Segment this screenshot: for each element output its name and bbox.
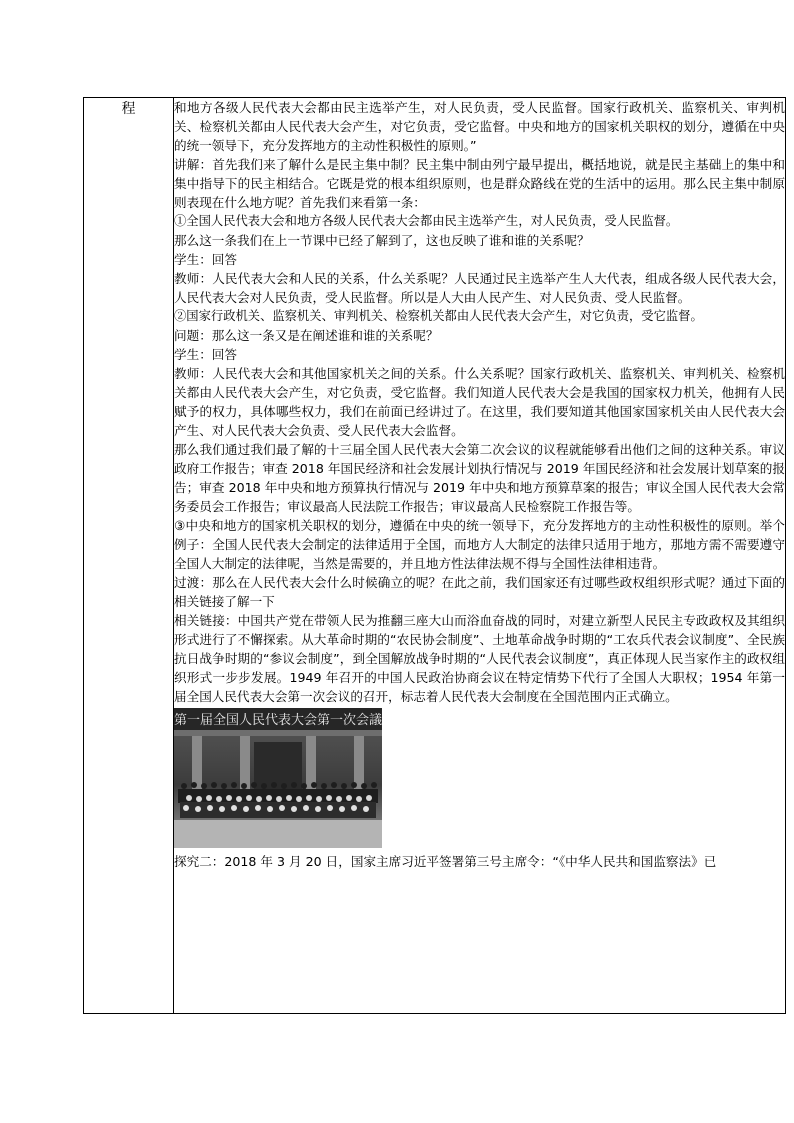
paragraph-inquiry-2: 探究二：2018 年 3 月 20 日，国家主席习近平签署第三号主席令：“《中华人民共和国监察法》已 [174, 854, 717, 869]
paragraph-intro: 和地方各级人民代表大会都由民主选举产生，对人民负责，受人民监督。国家行政机关、监察机关、审判机关、检察机关都由人民代表大会产生，对它负责，受它监督。中央和地方的国家机关职权的划分，遵循在中央的统一领导下，充分发挥地方的主动性积极性的原则。” [174, 100, 785, 153]
paragraph-teacher-1: 教师：人民代表大会和人民的关系，什么关系呢？人民通过民主选举产生人大代表，组成各级人民代表大会，人民代表大会对人民负责，受人民监督。所以是人大由人民产生、对人民负责、受人民监督。 [174, 271, 785, 305]
section-label: 程 [121, 101, 136, 117]
content-cell [174, 98, 786, 1014]
paragraph-explanation: 讲解：首先我们来了解什么是民主集中制？民主集中制由列宁最早提出，概括地说，就是民主基础上的集中和集中指导下的民主相结合。它既是党的根本组织原则，也是群众路线在党的生活中的运用。那么民主集中制原则表现在什么地方呢？首先我们来看第一条： [174, 157, 785, 210]
photo-banner: 第一届全国人民代表大会第一次会議 [174, 713, 382, 728]
paragraph-teacher-2: 教师：人民代表大会和其他国家机关之间的关系。什么关系呢？国家行政机关、监察机关、审判机关、检察机关都由人民代表大会产生，对它负责，受它监督。我们知道人民代表大会是我国的国家权力机关，他拥有人民赋予的权力，具体哪些权力，我们在前面已经讲过了。在这里，我们要知道其他国家国家机关由人民代表大会产生、对人民代表大会负责、受人民代表大会监督。 [174, 366, 785, 438]
paragraph-question-1: 那么这一条我们在上一节课中已经了解到了，这也反映了谁和谁的关系呢？ [174, 233, 590, 248]
paragraph-transition: 过渡：那么在人民代表大会什么时候确立的呢？在此之前，我们国家还有过哪些政权组织形式呢？通过下面的相关链接了解一下 [174, 575, 785, 609]
section-label-cell [84, 98, 174, 1014]
paragraph-point-3: ③中央和地方的国家机关职权的划分，遵循在中央的统一领导下，充分发挥地方的主动性积极性的原则。举个例子：全国人民代表大会制定的法律适用于全国，而地方人大制定的法律只适用于地方，那地方需不需要遵守全国人大制定的法律呢，当然是需要的，并且地方性法律法规不得与全国性法律相违背。 [174, 518, 785, 571]
paragraph-point-1: ①全国人民代表大会和地方各级人民代表大会都由民主选举产生，对人民负责，受人民监督。 [174, 214, 679, 228]
paragraph-related-link: 相关链接：中国共产党在带领人民为推翻三座大山而浴血奋战的同时，对建立新型人民民主专政政权及其组织形式进行了不懈探索。从大革命时期的“农民协会制度”、土地革命战争时期的“工农兵代表会议制度”、全民族抗日战争时期的“参议会制度”，到全国解放战争时期的“人民代表会议制度”，真正体现人民当家作主的政权组织形式一步步发展。1949 年召开的中国人民政治协商会议在特定情势下代行了全国人大职权；1954 年第一届全国人民代表大会第一次会议的召开，标志着人民代表大会制度在全国范围内正式确立。 [174, 613, 785, 704]
paragraph-student-2: 学生：回答 [174, 347, 237, 362]
paragraph-point-2: ②国家行政机关、监察机关、审判机关、检察机关都由人民代表大会产生，对它负责，受它监督。 [174, 309, 703, 323]
paragraph-student-1: 学生：回答 [174, 252, 237, 267]
paragraph-question-2: 问题：那么这一条又是在阐述谁和谁的关系呢？ [174, 328, 439, 343]
lesson-table [83, 97, 786, 1014]
congress-group-photo [174, 708, 382, 848]
paragraph-agenda: 那么我们通过我们最了解的十三届全国人民代表大会第二次会议的议程就能够看出他们之间的这种关系。审议政府工作报告；审查 2018 年国民经济和社会发展计划执行情况与 2019 年国民经济和社会发展计划草案的报告；审查 2018 年中央和地方预算执行情况与 2019 年中央和地方预算草案的报告；审议全国人民代表大会常务委员会工作报告；审议最高人民法院工作报告；审议最高人民检察院工作报告等。 [174, 442, 785, 514]
